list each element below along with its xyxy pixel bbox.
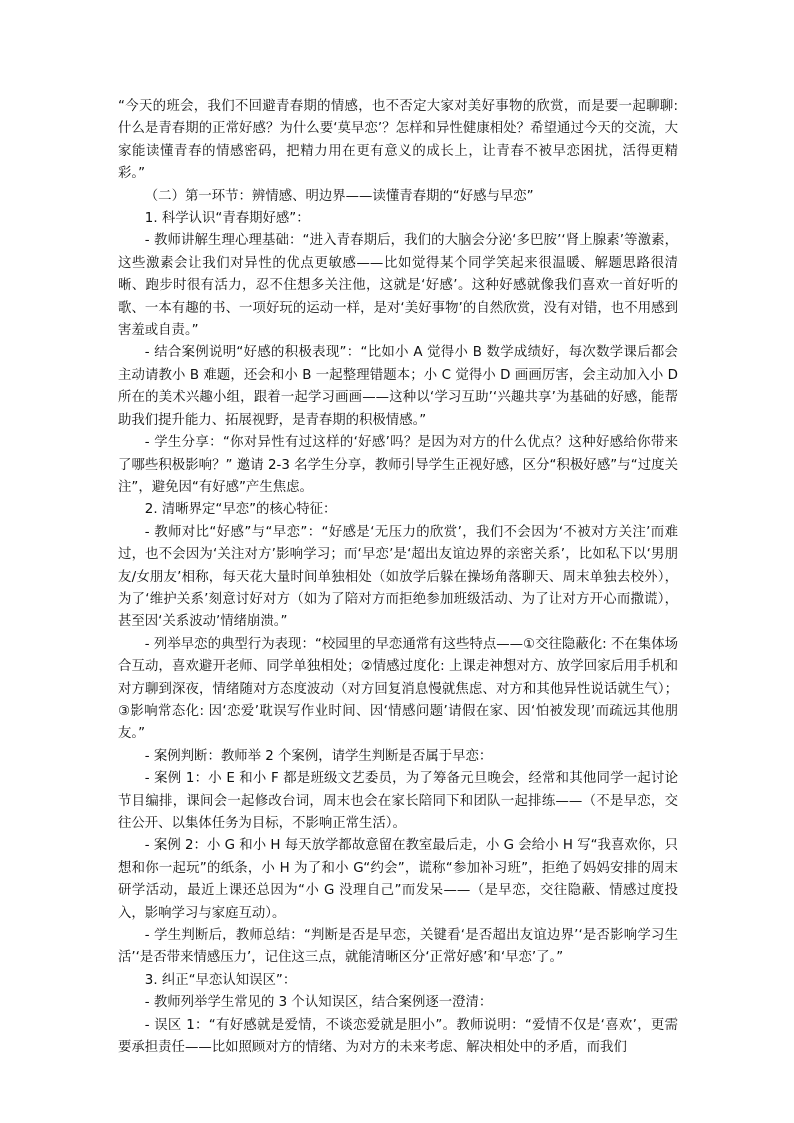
paragraph: - 学生判断后，教师总结：“判断是否是早恋，关键看‘是否超出友谊边界’‘是否影响学习生活’‘是否带来情感压力’，记住这三点，就能清晰区分‘正常好感’和‘早恋’了。”: [118, 928, 678, 966]
paragraph: - 误区 1：“有好感就是爱情，不谈恋爱就是胆小”。教师说明：“爱情不仅是‘喜欢’，更需要承担责任——比如照顾对方的情绪、为对方的未来考虑、解决相处中的矛盾，而我们: [118, 1017, 678, 1056]
paragraph: - 结合案例说明“好感的积极表现”：“比如小 A 觉得小 B 数学成绩好，每次数学课后都会主动请教小 B 难题，还会和小 B 一起整理错题本；小 C 觉得小 D 画画厉害，会主动加入小 D 所在的美术兴趣小组，跟着一起学习画画——这种以‘学习互助’‘兴趣共享’为基础的好感，能帮助我们提升能力、拓展视野，是青春期的积极情感。”: [118, 345, 678, 428]
paragraph: - 案例判断：教师举 2 个案例，请学生判断是否属于早恋：: [144, 748, 493, 764]
paragraph: - 教师对比“好感”与“早恋”：“好感是‘无压力的欣赏’，我们不会因为‘不被对方关注’而难过，也不会因为‘关注对方’影响学习；而‘早恋’是‘超出友谊边界的亲密关系’，比如私下以‘男朋友/女朋友’相称，每天花大量时间单独相处（如放学后躲在操场角落聊天、周末单独去校外），为了‘维护关系’刻意讨好对方（如为了陪对方而拒绝参加班级活动、为了让对方开心而撒谎），甚至因‘关系波动’情绪崩溃。”: [118, 524, 678, 630]
paragraph: - 列举早恋的典型行为表现：“校园里的早恋通常有这些特点——①交往隐蔽化: 不在集体场合互动，喜欢避开老师、同学单独相处；②情感过度化: 上课走神想对方、放学回家后用手机和对方聊到深夜，情绪随对方态度波动（对方回复消息慢就焦虑、对方和其他异性说话就生气）；③影响常态化: 因‘恋爱’耽误写作业时间、因‘情感问题’请假在家、因‘怕被发现’而疏远其他朋友。”: [118, 636, 678, 742]
section-heading: （二）第一环节：辨情感、明边界——读懂青春期的“好感与早恋”: [144, 188, 534, 204]
document-page: [118, 96, 678, 1059]
paragraph: - 学生分享：“你对异性有过这样的‘好感’吗？是因为对方的什么优点？这种好感给你带来了哪些积极影响？” 邀请 2-3 名学生分享，教师引导学生正视好感，区分“积极好感”与“过度关注”，避免因“有好感”产生焦虑。: [118, 435, 678, 495]
paragraph: - 教师列举学生常见的 3 个认知误区，结合案例逐一澄清：: [144, 995, 493, 1011]
subheading-2: 2. 清晰界定“早恋”的核心特征：: [144, 502, 337, 518]
paragraph: - 教师讲解生理心理基础：“进入青春期后，我们的大脑会分泌‘多巴胺’‘肾上腺素’等激素，这些激素会让我们对异性的优点更敏感——比如觉得某个同学笑起来很温暖、解题思路很清晰、跑步时很有活力，忍不住想多关注他，这就是‘好感’。这种好感就像我们喜欢一首好听的歌、一本有趣的书、一项好玩的运动一样，是对‘美好事物’的自然欣赏，没有对错，也不用感到害羞或自责。”: [118, 233, 678, 339]
subheading-3: 3. 纠正“早恋认知误区”：: [144, 972, 297, 988]
case-2-paragraph: - 案例 2：小 G 和小 H 每天放学都故意留在教室最后走，小 G 会给小 H 写“我喜欢你，只想和你一起玩”的纸条，小 H 为了和小 G“约会”，谎称“参加补习班”，拒绝了妈妈安排的周末研学活动，最近上课还总因为“小 G 没理自己”而发呆——（是早恋，交往隐蔽、情感过度投入，影响学习与家庭互动）。: [118, 838, 678, 921]
case-1-paragraph: - 案例 1：小 E 和小 F 都是班级文艺委员，为了筹备元旦晚会，经常和其他同学一起讨论节目编排，课间会一起修改台词，周末也会在家长陪同下和团队一起排练——（不是早恋，交往公开、以集体任务为目标，不影响正常生活）。: [118, 771, 678, 831]
intro-quote-paragraph: “今天的班会，我们不回避青春期的情感，也不否定大家对美好事物的欣赏，而是要一起聊聊: 什么是青春期的正常好感？为什么要‘莫早恋’？怎样和异性健康相处？希望通过今天的交流，大家能读懂青春的情感密码，把精力用在更有意义的成长上，让青春不被早恋困扰，活得更精彩。”: [118, 99, 678, 182]
subheading-1: 1. 科学认识“青春期好感”：: [144, 211, 310, 227]
